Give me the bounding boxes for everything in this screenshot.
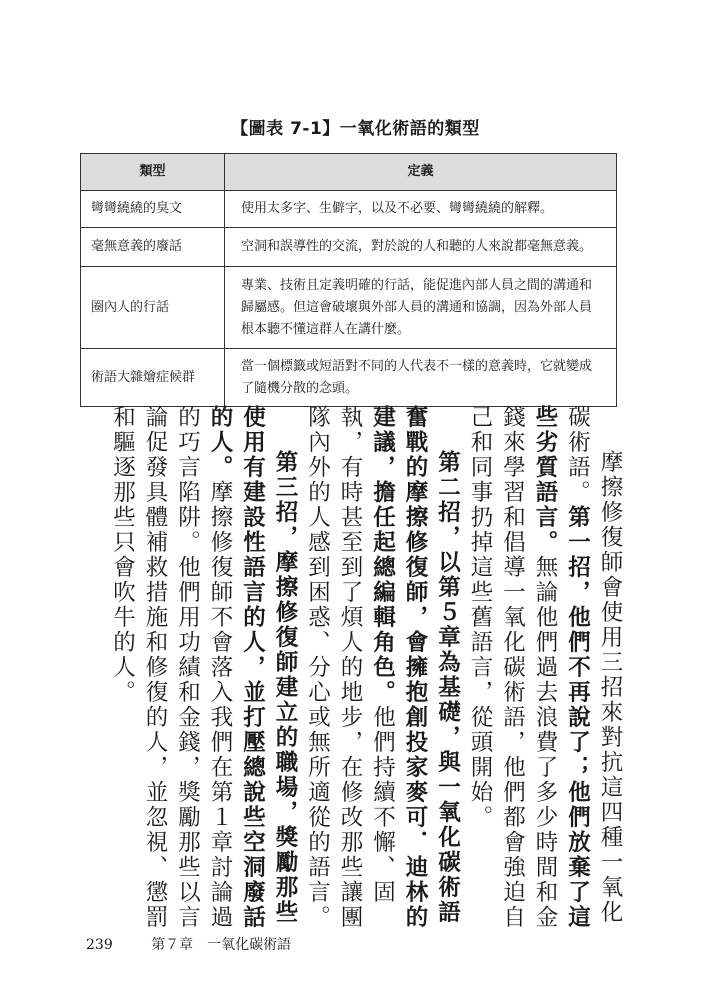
paragraph-3-emphasis: 第三招，摩擦修復師建立的職場，獎勵那些使用有建設性語言的人，並打壓總說些空洞廢話的人。 — [207, 405, 298, 930]
paragraph-1-emphasis: 第一招，他們不再說了；他們放棄了這些劣質語言。 — [532, 405, 591, 930]
term-cell: 術語大雜燴症候群 — [81, 349, 225, 407]
paragraph-2-rest: 他們持續不懈、固執，有時甚至到了煩人的地步，在修改那些讓團隊內外的人感到困惑、分心或無所適從的語言。 — [304, 405, 396, 930]
paragraph-2-emphasis: 第二招，以第５章為基礎，與一氧化碳術語奮戰的摩擦修復師，會擁抱創投家麥可．迪林的建議，擔任起總編輯角色。 — [369, 405, 461, 930]
definition-cell: 當一個標籤或短語對不同的人代表不一樣的意義時，它就變成了隨機分散的念頭。 — [225, 349, 617, 407]
table-row — [81, 228, 617, 267]
table-row — [81, 191, 617, 228]
running-chapter-title: 第７章 一氧化碳術語 — [151, 937, 292, 953]
paragraph-1 — [464, 405, 627, 945]
paragraph-3 — [106, 405, 301, 945]
jargon-types-table — [80, 153, 617, 407]
term-cell: 彎彎繞繞的臭文 — [81, 191, 225, 228]
table-row — [81, 349, 617, 407]
paragraph-2 — [301, 405, 464, 945]
definition-cell: 專業、技術且定義明確的行話，能促進內部人員之間的溝通和歸屬感。但這會破壞與外部人員的溝通和協調，因為外部人員根本聽不懂這群人在講什麼。 — [225, 267, 617, 349]
page-footer — [86, 934, 291, 954]
definition-cell: 空洞和誤導性的交流，對於說的人和聽的人來說都毫無意義。 — [225, 228, 617, 267]
column-header-type: 類型 — [81, 154, 225, 191]
table-title: 【圖表 7-1】一氧化術語的類型 — [231, 119, 480, 139]
term-cell: 毫無意義的廢話 — [81, 228, 225, 267]
term-cell: 圈內人的行話 — [81, 267, 225, 349]
table-header-row — [81, 154, 617, 191]
paragraph-1-rest: 無論他們過去浪費了多少時間和金錢來學習和倡導一氧化碳術語，他們都會強迫自己和同事扔掉這些舊語言，從頭開始。 — [467, 405, 558, 930]
definition-cell: 使用太多字、生僻字，以及不必要、彎彎繞繞的解釋。 — [225, 191, 617, 228]
paragraph-3-rest: 摩擦修復師不會落入我們在第１章討論過的巧言陷阱。他們用功績和金錢，獎勵那些以言論促發具體補救措施和修復的人，並忽視、懲罰和驅逐那些只會吹牛的人。 — [109, 405, 233, 930]
column-header-definition: 定義 — [225, 154, 617, 191]
page-number: 239 — [86, 937, 113, 953]
table-row — [81, 267, 617, 349]
paragraph-1-intro: 摩擦修復師會使用三招來對抗這四種一氧化碳術語。 — [564, 405, 623, 925]
vertical-body-text — [74, 405, 626, 945]
